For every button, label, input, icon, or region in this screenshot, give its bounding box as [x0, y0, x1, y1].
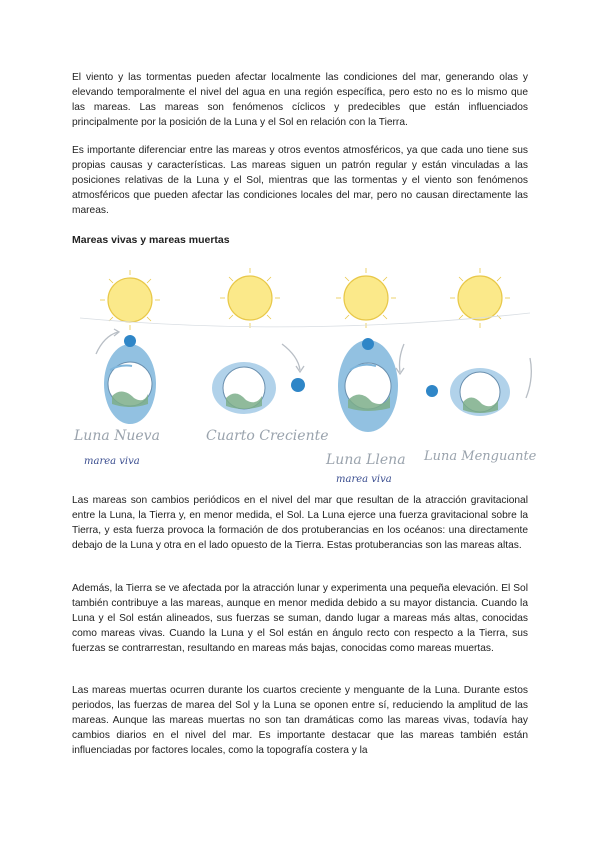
earth-first-quarter: [212, 362, 276, 414]
arrow-icon: [282, 344, 300, 370]
sun-icon: [220, 268, 280, 328]
section-heading: Mareas vivas y mareas muertas: [72, 234, 230, 246]
paragraph-tides-vs-weather: Es importante diferenciar entre las mareas y otros eventos atmosféricos, ya que cada uno tiene sus propias causas y características. Las mareas siguen un patrón regular y están vinculadas a las posiciones relativas de la Luna y el Sol, mientras que las tormentas y el viento son fenómenos atmosféricos que pueden afectar las condiciones locales del mar, pero no causan directamente las mareas.: [72, 145, 528, 216]
label-luna-llena: Luna Llena: [326, 452, 406, 468]
moon-icon: [124, 335, 136, 347]
label-marea-viva-1: marea viva: [84, 456, 140, 467]
label-marea-viva-2: marea viva: [336, 474, 392, 485]
paragraph-tides-definition: Las mareas son cambios periódicos en el nivel del mar que resultan de la atracción gravitacional entre la Luna, la Tierra y, en menor medida, el Sol. La Luna ejerce una fuerza gravitacional sobre la Tierra, y esta fuerza provoca la formación de dos protuberancias en los océanos: una directamente debajo de la Luna y otra en el lado opuesto de la Tierra. Estas protuberancias son las mareas altas.: [72, 495, 528, 551]
sun-icon: [450, 268, 510, 328]
moon-icon: [426, 385, 438, 397]
moon-icon: [362, 338, 374, 350]
paragraph-neap-tides: Las mareas muertas ocurren durante los cuartos creciente y menguante de la Luna. Durante estos periodos, las fuerzas de marea del Sol y la Luna se oponen entre sí, reduciendo la amplitud de las mareas. Aunque las mareas muertas no son tan dramáticas como las mareas vivas, todavía hay cambios diarios en el nivel del mar. Es importante destacar que las mareas también están influenciadas por factores locales, como la topografía costera y la: [72, 685, 528, 756]
earth-new-moon: [104, 344, 156, 424]
label-cuarto-creciente: Cuarto Creciente: [206, 428, 329, 444]
label-luna-menguante: Luna Menguante: [424, 449, 537, 464]
tides-illustration: [60, 258, 540, 490]
sun-icon: [336, 268, 396, 328]
earth-last-quarter: [450, 368, 510, 416]
label-luna-nueva: Luna Nueva: [74, 428, 160, 444]
moon-icon: [291, 378, 305, 392]
paragraph-spring-neap: Además, la Tierra se ve afectada por la atracción lunar y experimenta una pequeña elevación. El Sol también contribuye a las mareas, aunque en menor medida debido a su mayor distancia. Cuando la Luna y el Sol están alineados, sus fuerzas se suman, dando lugar a mareas más altas, conocidas como mareas vivas. Cuando la Luna y el Sol están en ángulo recto con respecto a la Tierra, sus fuerzas se contrarrestan, resultando en mareas más bajas, conocidas como mareas muertas.: [72, 583, 528, 654]
earth-full-moon: [338, 340, 398, 432]
sun-icon: [100, 270, 160, 330]
arrow-icon: [400, 344, 405, 372]
paragraph-wind-storms: El viento y las tormentas pueden afectar localmente las condiciones del mar, generando olas y elevando temporalmente el nivel del agua en una región específica, pero esto no es lo mismo que las mareas. Las mareas son fenómenos cíclicos y predecibles que están influenciados principalmente por la posición de la Luna y el Sol en relación con la Tierra.: [72, 72, 528, 128]
arrow-icon: [526, 358, 531, 398]
